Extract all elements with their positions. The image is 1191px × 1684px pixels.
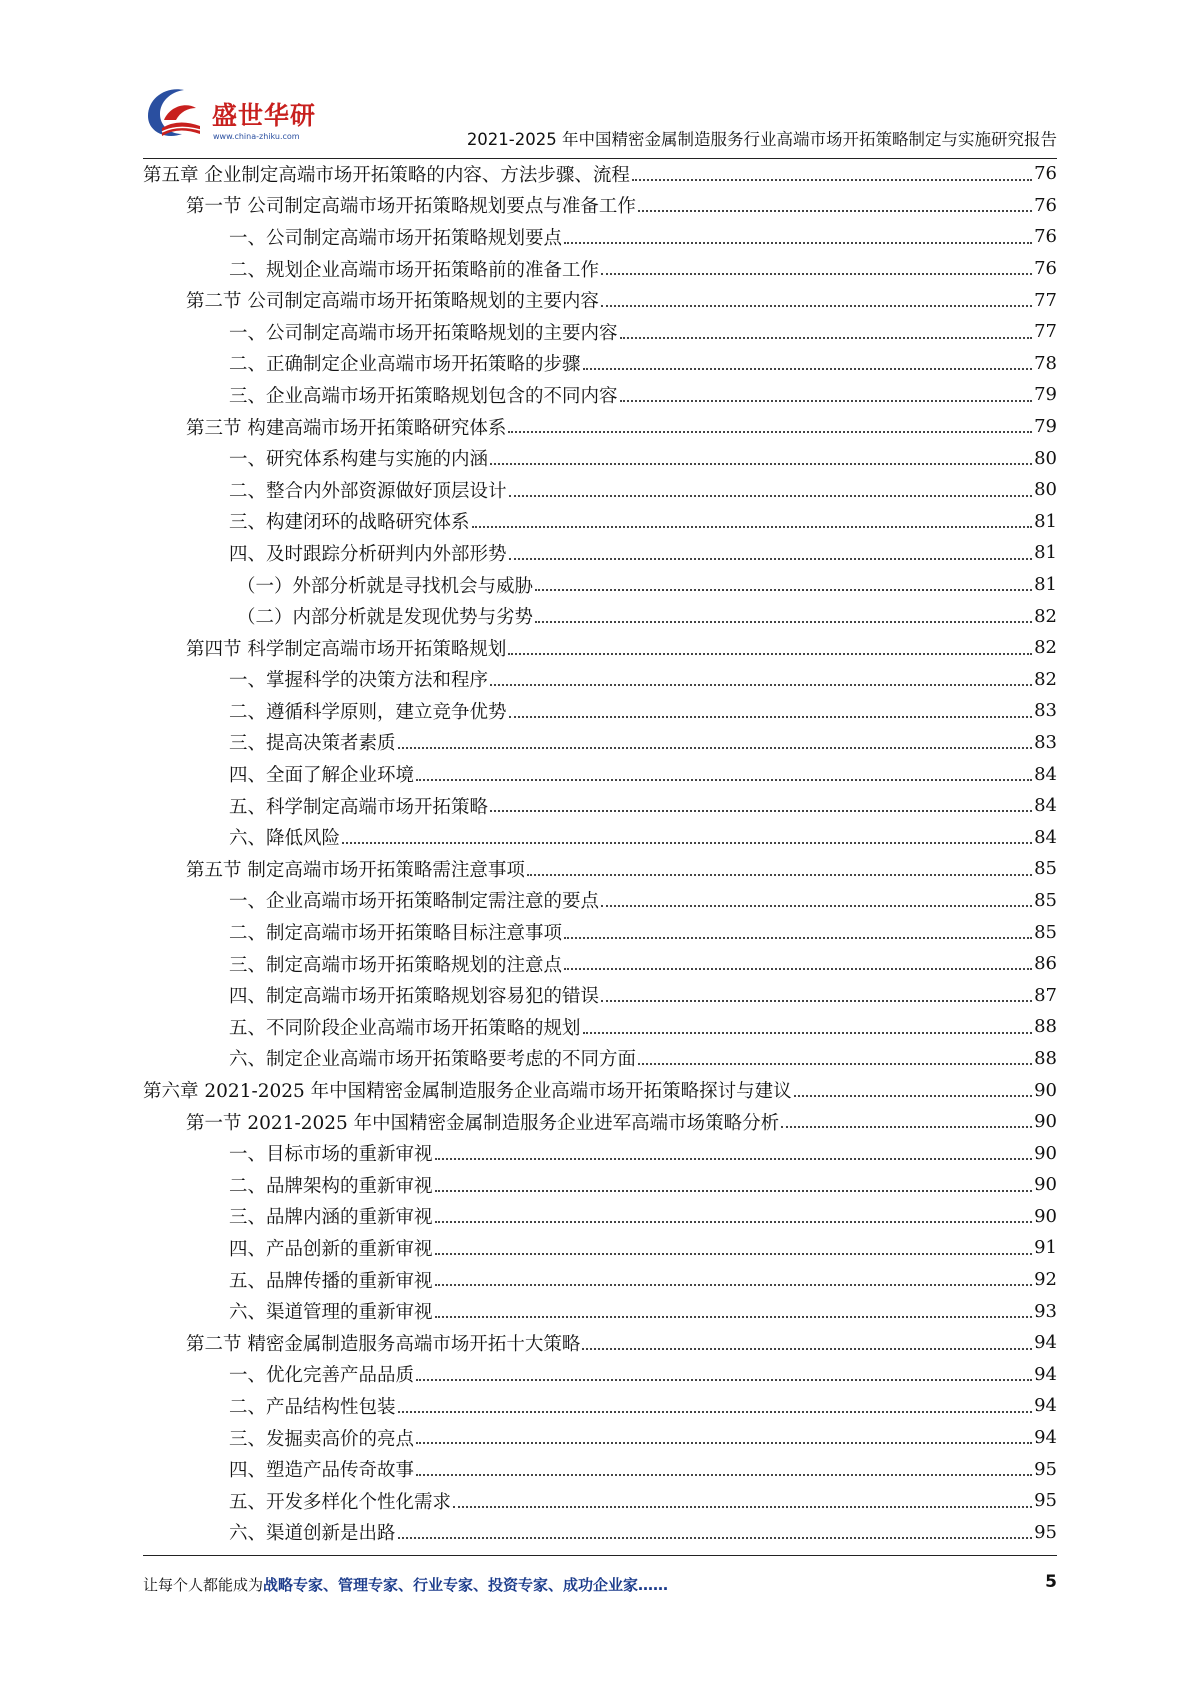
toc-entry-page: 81 [1034, 510, 1057, 532]
toc-entry-title: 第六章 2021-2025 年中国精密金属制造服务企业高端市场开拓策略探讨与建议 [143, 1081, 792, 1103]
toc-entry[interactable] [143, 600, 1057, 632]
toc-dot-leader [416, 1441, 1032, 1444]
toc-dot-leader [583, 367, 1033, 370]
page-header [0, 0, 1191, 160]
toc-dot-leader [564, 967, 1032, 970]
toc-entry-title: 五、不同阶段企业高端市场开拓策略的规划 [229, 1017, 581, 1039]
toc-entry[interactable] [143, 506, 1057, 538]
toc-entry-page: 81 [1034, 542, 1057, 564]
toc-entry[interactable] [143, 1232, 1057, 1264]
toc-entry-title: 二、整合内外部资源做好顶层设计 [229, 480, 507, 502]
toc-entry-page: 76 [1034, 258, 1057, 280]
toc-entry-title: 四、全面了解企业环境 [229, 765, 415, 787]
toc-entry-page: 95 [1034, 1490, 1057, 1512]
toc-dot-leader [472, 525, 1033, 528]
toc-entry[interactable] [143, 284, 1057, 316]
toc-entry-title: 四、产品创新的重新审视 [229, 1238, 433, 1260]
toc-entry[interactable] [143, 348, 1057, 380]
toc-entry-title: 第一节 2021-2025 年中国精密金属制造服务企业进军高端市场策略分析 [186, 1112, 780, 1134]
toc-entry[interactable] [143, 1201, 1057, 1233]
toc-entry-title: 二、遵循科学原则，建立竞争优势 [229, 701, 507, 723]
toc-dot-leader [582, 1347, 1032, 1350]
toc-entry-title: 二、规划企业高端市场开拓策略前的准备工作 [229, 259, 600, 281]
toc-entry-page: 84 [1034, 763, 1057, 785]
logo-name: 盛世华研 [212, 101, 317, 130]
toc-dot-leader [490, 809, 1032, 812]
toc-entry[interactable] [143, 1485, 1057, 1517]
toc-dot-leader [398, 1536, 1033, 1539]
toc-entry-page: 88 [1034, 1047, 1057, 1069]
toc-entry-title: 一、优化完善产品品质 [229, 1365, 415, 1387]
toc-entry-page: 82 [1034, 637, 1057, 659]
toc-dot-leader [416, 778, 1032, 781]
toc-dot-leader [416, 1378, 1032, 1381]
toc-dot-leader [435, 1189, 1033, 1192]
logo-url: www.china-zhiku.com [213, 132, 300, 141]
toc-entry-page: 91 [1034, 1237, 1057, 1259]
document-title: 2021-2025 年中国精密金属制造服务行业高端市场开拓策略制定与实施研究报告 [466, 130, 1057, 149]
toc-entry-page: 94 [1034, 1427, 1057, 1449]
toc-dot-leader [794, 1094, 1032, 1097]
toc-entry-title: 一、研究体系构建与实施的内涵 [229, 449, 489, 471]
toc-dot-leader [508, 652, 1032, 655]
toc-entry-page: 85 [1034, 858, 1057, 880]
toc-entry-page: 84 [1034, 795, 1057, 817]
toc-dot-leader [638, 1062, 1032, 1065]
toc-dot-leader [508, 430, 1032, 433]
toc-entry[interactable] [143, 442, 1057, 474]
footer-slogan [143, 1574, 668, 1595]
toc-dot-leader [527, 873, 1032, 876]
toc-entry-page: 86 [1034, 953, 1057, 975]
toc-dot-leader [435, 1283, 1033, 1286]
toc-dot-leader [435, 1252, 1033, 1255]
toc-entry[interactable] [143, 1074, 1057, 1106]
toc-entry-page: 95 [1034, 1458, 1057, 1480]
toc-dot-leader [620, 399, 1033, 402]
toc-entry-title: 第四节 科学制定高端市场开拓策略规划 [186, 638, 507, 660]
toc-entry-page: 76 [1034, 226, 1057, 248]
toc-dot-leader [564, 241, 1032, 244]
toc-entry-page: 90 [1034, 1111, 1057, 1133]
toc-entry-page: 82 [1034, 605, 1057, 627]
toc-entry-title: 三、构建闭环的战略研究体系 [229, 512, 470, 534]
toc-dot-leader [398, 746, 1033, 749]
toc-dot-leader [601, 904, 1032, 907]
toc-entry-title: 二、品牌架构的重新审视 [229, 1175, 433, 1197]
toc-entry-page: 76 [1034, 194, 1057, 216]
toc-dot-leader [601, 272, 1032, 275]
toc-entry-title: 六、降低风险 [229, 828, 341, 850]
toc-entry-title: 第一节 公司制定高端市场开拓策略规划要点与准备工作 [186, 196, 636, 218]
toc-dot-leader [490, 462, 1032, 465]
toc-entry[interactable] [143, 695, 1057, 727]
toc-dot-leader [398, 1410, 1033, 1413]
table-of-contents [143, 158, 1057, 1548]
toc-entry-page: 83 [1034, 731, 1057, 753]
toc-entry[interactable] [143, 1295, 1057, 1327]
toc-entry-page: 85 [1034, 889, 1057, 911]
toc-entry[interactable] [143, 1011, 1057, 1043]
toc-entry[interactable] [143, 1517, 1057, 1549]
toc-entry[interactable] [143, 853, 1057, 885]
toc-dot-leader [490, 683, 1032, 686]
toc-dot-leader [583, 1031, 1033, 1034]
toc-entry-page: 81 [1034, 574, 1057, 596]
toc-dot-leader [509, 557, 1033, 560]
toc-entry-title: （二）内部分析就是发现优势与劣势 [237, 607, 534, 629]
toc-entry-page: 92 [1034, 1269, 1057, 1291]
toc-entry[interactable] [143, 1264, 1057, 1296]
toc-dot-leader [632, 178, 1032, 181]
toc-dot-leader [416, 1473, 1032, 1476]
slogan-highlight: 战略专家、管理专家、行业专家、投资专家、成功企业家…… [263, 1576, 669, 1594]
toc-entry-title: 第五章 企业制定高端市场开拓策略的内容、方法步骤、流程 [143, 164, 630, 186]
toc-entry-page: 93 [1034, 1300, 1057, 1322]
toc-entry-title: 一、掌握科学的决策方法和程序 [229, 670, 489, 692]
toc-entry-title: 二、制定高端市场开拓策略目标注意事项 [229, 923, 563, 945]
toc-entry[interactable] [143, 411, 1057, 443]
toc-entry-title: 第五节 制定高端市场开拓策略需注意事项 [186, 859, 525, 881]
toc-dot-leader [535, 620, 1032, 623]
toc-entry-page: 80 [1034, 447, 1057, 469]
toc-entry[interactable] [143, 948, 1057, 980]
toc-entry[interactable] [143, 1390, 1057, 1422]
toc-entry[interactable] [143, 885, 1057, 917]
toc-entry-page: 82 [1034, 668, 1057, 690]
toc-entry[interactable] [143, 1422, 1057, 1454]
toc-entry-page: 94 [1034, 1363, 1057, 1385]
page-number: 5 [1045, 1572, 1057, 1592]
toc-entry[interactable] [143, 1137, 1057, 1169]
toc-entry[interactable] [143, 1327, 1057, 1359]
toc-entry-page: 78 [1034, 352, 1057, 374]
toc-entry-title: 四、制定高端市场开拓策略规划容易犯的错误 [229, 986, 600, 1008]
slogan-prefix: 让每个人都能成为 [143, 1576, 264, 1594]
footer-divider [143, 1555, 1057, 1556]
toc-entry[interactable] [143, 758, 1057, 790]
toc-entry-title: 一、公司制定高端市场开拓策略规划要点 [229, 227, 563, 249]
toc-entry[interactable] [143, 474, 1057, 506]
toc-entry-title: 六、制定企业高端市场开拓策略要考虑的不同方面 [229, 1049, 637, 1071]
toc-entry[interactable] [143, 916, 1057, 948]
toc-dot-leader [453, 1505, 1032, 1508]
toc-entry-title: 一、公司制定高端市场开拓策略规划的主要内容 [229, 322, 618, 344]
toc-entry-title: 二、正确制定企业高端市场开拓策略的步骤 [229, 354, 581, 376]
toc-entry-page: 77 [1034, 321, 1057, 343]
toc-entry-title: 第二节 精密金属制造服务高端市场开拓十大策略 [186, 1333, 581, 1355]
toc-entry[interactable] [143, 979, 1057, 1011]
toc-dot-leader [435, 1157, 1033, 1160]
toc-entry[interactable] [143, 537, 1057, 569]
toc-entry-title: 一、目标市场的重新审视 [229, 1144, 433, 1166]
toc-entry-title: 五、开发多样化个性化需求 [229, 1491, 452, 1513]
toc-entry[interactable] [143, 569, 1057, 601]
toc-entry-title: 二、产品结构性包装 [229, 1396, 396, 1418]
toc-entry-page: 79 [1034, 416, 1057, 438]
toc-entry-title: 一、企业高端市场开拓策略制定需注意的要点 [229, 891, 600, 913]
toc-entry-title: 六、渠道管理的重新审视 [229, 1302, 433, 1324]
toc-entry[interactable] [143, 632, 1057, 664]
toc-entry[interactable] [143, 1106, 1057, 1138]
toc-entry[interactable] [143, 1043, 1057, 1075]
toc-entry-page: 80 [1034, 479, 1057, 501]
toc-entry-title: 五、科学制定高端市场开拓策略 [229, 796, 489, 818]
toc-entry[interactable] [143, 253, 1057, 285]
toc-entry-page: 94 [1034, 1395, 1057, 1417]
toc-entry-page: 90 [1034, 1174, 1057, 1196]
toc-entry-title: 四、塑造产品传奇故事 [229, 1460, 415, 1482]
toc-entry-page: 88 [1034, 1016, 1057, 1038]
toc-dot-leader [342, 841, 1032, 844]
toc-entry[interactable] [143, 190, 1057, 222]
toc-dot-leader [638, 209, 1032, 212]
toc-entry-title: 第三节 构建高端市场开拓策略研究体系 [186, 417, 507, 439]
toc-entry-title: 三、制定高端市场开拓策略规划的注意点 [229, 954, 563, 976]
toc-entry-page: 90 [1034, 1142, 1057, 1164]
toc-entry[interactable] [143, 1453, 1057, 1485]
toc-entry[interactable] [143, 821, 1057, 853]
toc-entry-page: 87 [1034, 984, 1057, 1006]
toc-entry[interactable] [143, 221, 1057, 253]
toc-entry-page: 90 [1034, 1079, 1057, 1101]
toc-entry-page: 85 [1034, 921, 1057, 943]
toc-entry-title: 五、品牌传播的重新审视 [229, 1270, 433, 1292]
toc-entry[interactable] [143, 664, 1057, 696]
toc-entry[interactable] [143, 790, 1057, 822]
toc-entry[interactable] [143, 316, 1057, 348]
toc-dot-leader [601, 304, 1032, 307]
toc-entry-page: 90 [1034, 1205, 1057, 1227]
toc-entry-title: 三、提高决策者素质 [229, 733, 396, 755]
toc-entry-title: 第二节 公司制定高端市场开拓策略规划的主要内容 [186, 291, 599, 313]
toc-dot-leader [435, 1220, 1033, 1223]
toc-entry-page: 94 [1034, 1332, 1057, 1354]
toc-entry-title: 三、企业高端市场开拓策略规划包含的不同内容 [229, 385, 618, 407]
toc-entry-title: 六、渠道创新是出路 [229, 1523, 396, 1545]
toc-entry-title: 四、及时跟踪分析研判内外部形势 [229, 543, 507, 565]
toc-entry[interactable] [143, 727, 1057, 759]
toc-entry-page: 83 [1034, 700, 1057, 722]
toc-dot-leader [620, 336, 1033, 339]
toc-dot-leader [435, 1315, 1033, 1318]
toc-dot-leader [509, 715, 1033, 718]
toc-entry-title: 三、品牌内涵的重新审视 [229, 1207, 433, 1229]
toc-entry[interactable] [143, 1359, 1057, 1391]
toc-dot-leader [781, 1125, 1032, 1128]
toc-entry[interactable] [143, 1169, 1057, 1201]
toc-entry-page: 77 [1034, 289, 1057, 311]
toc-entry-title: （一）外部分析就是寻找机会与威胁 [237, 575, 534, 597]
toc-entry-title: 三、发掘卖高价的亮点 [229, 1428, 415, 1450]
toc-dot-leader [535, 588, 1032, 591]
toc-entry[interactable] [143, 158, 1057, 190]
toc-dot-leader [509, 494, 1033, 497]
toc-entry-page: 79 [1034, 384, 1057, 406]
toc-dot-leader [564, 936, 1032, 939]
toc-dot-leader [601, 999, 1032, 1002]
toc-entry-page: 84 [1034, 826, 1057, 848]
toc-entry-page: 76 [1034, 163, 1057, 185]
toc-entry-page: 95 [1034, 1521, 1057, 1543]
toc-entry[interactable] [143, 379, 1057, 411]
